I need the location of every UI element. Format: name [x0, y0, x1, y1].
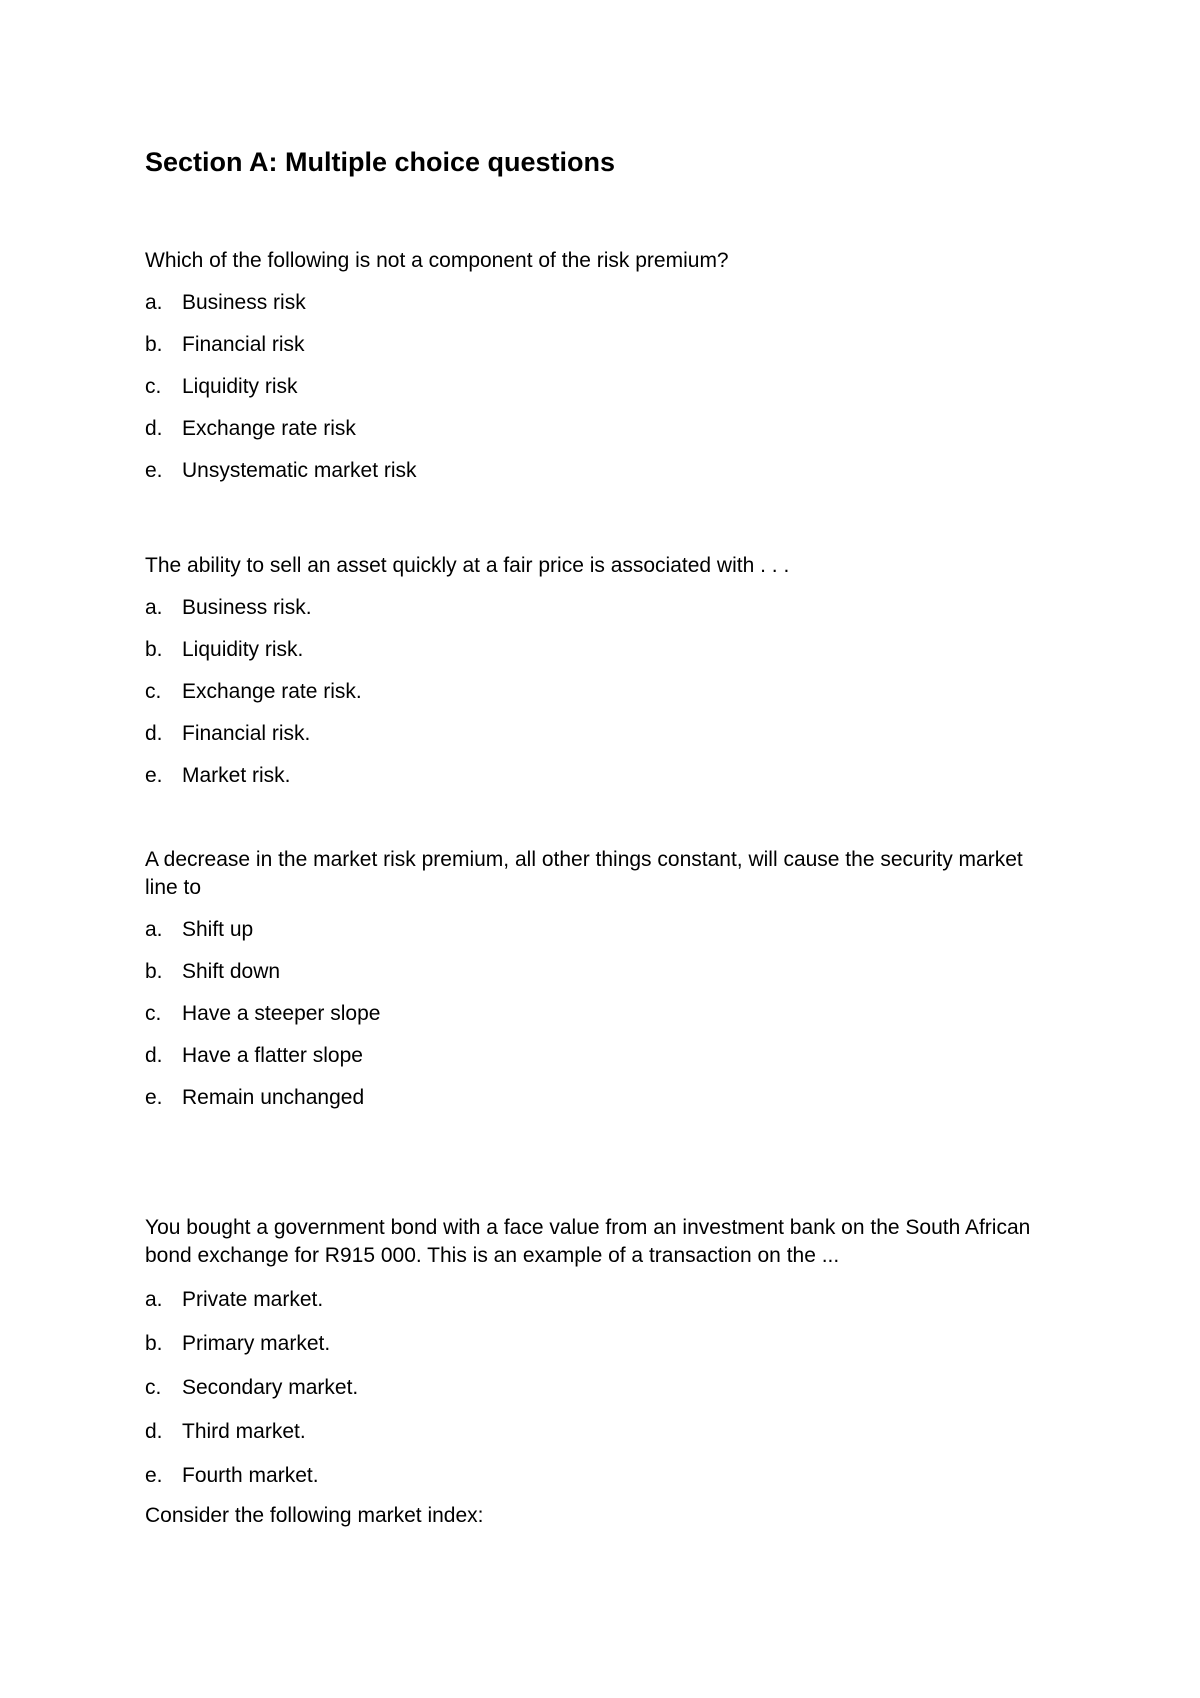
option-item: [145, 958, 1045, 986]
option-item: [145, 1000, 1045, 1028]
option-text: Third market.: [182, 1420, 306, 1443]
option-item: [145, 457, 1045, 485]
option-letter: b.: [145, 1332, 163, 1355]
question-text: Which of the following is not a component of the risk premium?: [145, 249, 729, 272]
option-letter: c.: [145, 680, 162, 703]
option-item: [145, 1286, 1045, 1314]
trailing-prompt: Consider the following market index:: [145, 1504, 484, 1527]
option-text: Financial risk: [182, 333, 305, 356]
option-item: [145, 720, 1045, 748]
option-letter: e.: [145, 1464, 163, 1487]
option-list: [145, 1286, 1045, 1490]
question-2: [145, 552, 1045, 790]
question-text: You bought a government bond with a face value from an investment bank on the South African bond exchange for R915 000. This is an example of a transaction on the ...: [145, 1216, 1031, 1267]
option-item: [145, 331, 1045, 359]
option-text: Unsystematic market risk: [182, 459, 417, 482]
option-letter: b.: [145, 333, 163, 356]
option-text: Private market.: [182, 1288, 324, 1311]
option-item: [145, 373, 1045, 401]
option-letter: c.: [145, 375, 162, 398]
option-letter: c.: [145, 1376, 162, 1399]
option-letter: d.: [145, 722, 163, 745]
option-text: Liquidity risk.: [182, 638, 304, 661]
option-item: [145, 1330, 1045, 1358]
option-letter: a.: [145, 918, 163, 941]
option-item: [145, 1042, 1045, 1070]
option-text: Market risk.: [182, 764, 291, 787]
option-letter: b.: [145, 960, 163, 983]
option-text: Business risk.: [182, 596, 312, 619]
option-text: Liquidity risk: [182, 375, 298, 398]
question-3: [145, 846, 1045, 1112]
option-text: Shift up: [182, 918, 254, 941]
option-text: Have a steeper slope: [182, 1002, 381, 1025]
option-item: [145, 415, 1045, 443]
option-letter: d.: [145, 417, 163, 440]
option-item: [145, 1084, 1045, 1112]
option-text: Exchange rate risk.: [182, 680, 362, 703]
option-letter: a.: [145, 1288, 163, 1311]
question-4: [145, 1214, 1045, 1490]
option-item: [145, 594, 1045, 622]
option-text: Secondary market.: [182, 1376, 359, 1399]
question-text: A decrease in the market risk premium, all other things constant, will cause the security market line to: [145, 848, 1023, 899]
option-item: [145, 1462, 1045, 1490]
option-text: Exchange rate risk: [182, 417, 356, 440]
option-letter: e.: [145, 764, 163, 787]
option-item: [145, 1418, 1045, 1446]
option-letter: e.: [145, 459, 163, 482]
option-text: Primary market.: [182, 1332, 331, 1355]
option-letter: d.: [145, 1420, 163, 1443]
option-text: Have a flatter slope: [182, 1044, 363, 1067]
option-letter: e.: [145, 1086, 163, 1109]
option-item: [145, 636, 1045, 664]
option-item: [145, 916, 1045, 944]
option-list: [145, 916, 1045, 1112]
option-item: [145, 762, 1045, 790]
option-text: Shift down: [182, 960, 281, 983]
option-text: Fourth market.: [182, 1464, 319, 1487]
question-text: The ability to sell an asset quickly at a fair price is associated with . . .: [145, 554, 790, 577]
option-list: [145, 289, 1045, 485]
option-item: [145, 289, 1045, 317]
option-letter: d.: [145, 1044, 163, 1067]
question-1: [145, 247, 1045, 485]
section-heading: Section A: Multiple choice questions: [145, 147, 616, 177]
option-letter: b.: [145, 638, 163, 661]
option-list: [145, 594, 1045, 790]
option-letter: a.: [145, 596, 163, 619]
option-item: [145, 1374, 1045, 1402]
option-text: Remain unchanged: [182, 1086, 365, 1109]
option-item: [145, 678, 1045, 706]
option-text: Business risk: [182, 291, 306, 314]
option-letter: a.: [145, 291, 163, 314]
option-letter: c.: [145, 1002, 162, 1025]
option-text: Financial risk.: [182, 722, 311, 745]
